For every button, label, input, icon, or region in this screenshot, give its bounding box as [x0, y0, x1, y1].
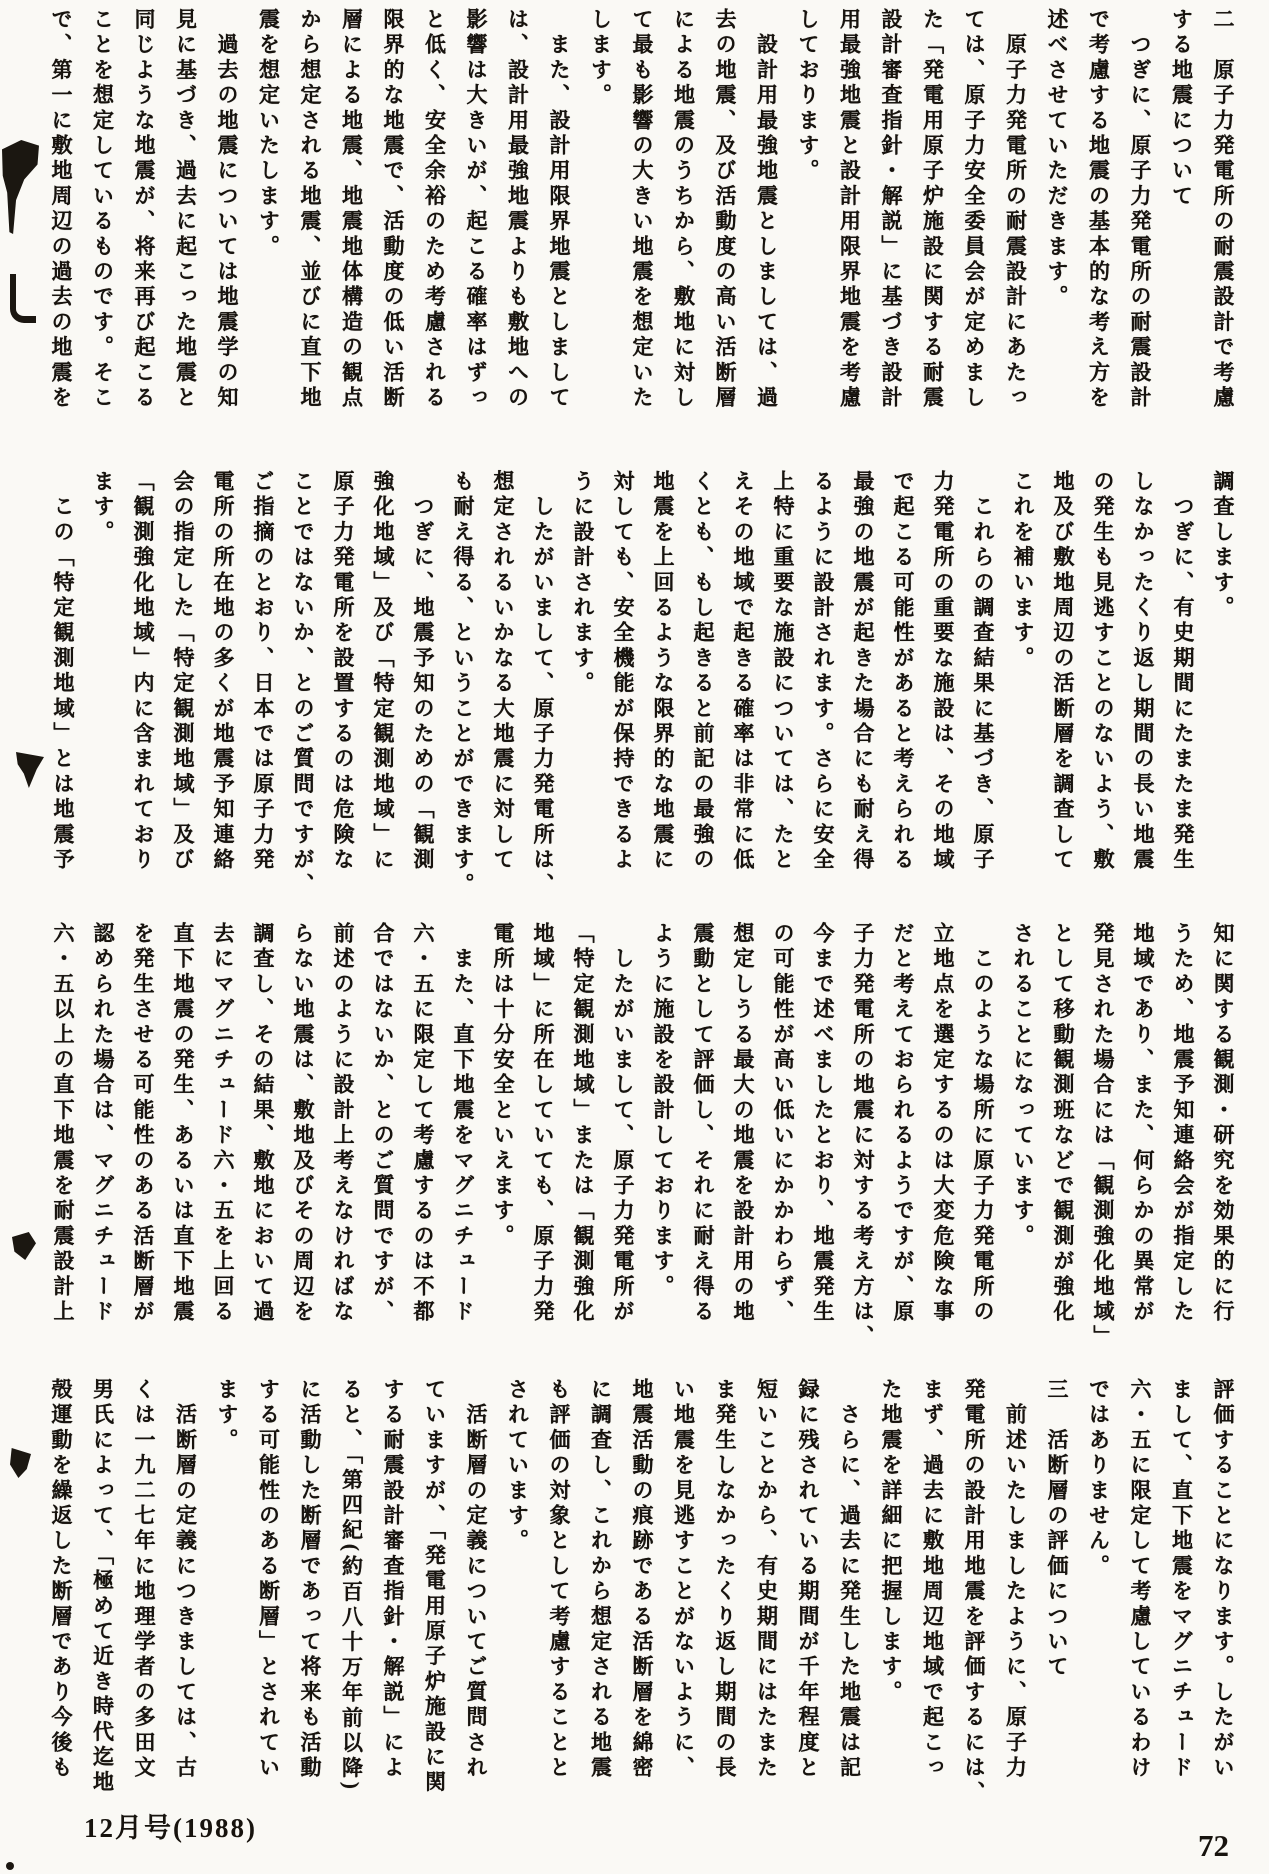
- text-column: 影響は大きいが、起こる確率はずっ: [464, 8, 488, 412]
- text-column: つぎに、有史期間にたまたま発生: [1171, 470, 1195, 874]
- text-column: 述べさせていただきます。: [1045, 8, 1069, 311]
- text-column: ては、原子力安全委員会が定めまし: [962, 8, 986, 412]
- text-column: は、設計用最強地震よりも敷地への: [505, 8, 530, 412]
- text-column: これを補います。: [1011, 470, 1035, 672]
- text-column: 発見された場合には「観測強化地域」: [1091, 922, 1115, 1351]
- text-column: 震を想定いたします。: [256, 8, 281, 260]
- text-column: 層による地震、地震地体構造の観点: [339, 8, 364, 412]
- text-column: ではありません。: [1086, 1378, 1111, 1580]
- footer-page-number: 72: [1198, 1828, 1229, 1863]
- text-column: 強化地域」及び「特定観測地域」に: [371, 470, 395, 874]
- text-column: 設計用最強地震としましては、過: [754, 8, 779, 412]
- text-column: 合ではないか、とのご質問ですが、: [371, 922, 395, 1326]
- text-column: 最強の地震が起きた場合にも耐え得: [851, 470, 875, 874]
- text-column: の可能性が高い低いにかかわらず、: [771, 922, 795, 1326]
- text-column: 地域であり、また、何らかの異常が: [1131, 922, 1155, 1326]
- text-column: 今まで述べましたとおり、地震発生: [811, 922, 835, 1326]
- text-band-3: [43, 922, 1243, 1351]
- text-column: 力発電所の重要な施設は、その地域: [931, 470, 955, 874]
- text-column: くとも、もし起きると前記の最強の: [691, 470, 715, 874]
- text-column: 原子力発電所の耐震設計にあたっ: [1003, 8, 1028, 412]
- text-column: したがいまして、原子力発電所が: [611, 922, 635, 1326]
- text-column: 過去の地震については地震学の知: [215, 8, 239, 412]
- text-column: 電所の所在地の多くが地震予知連絡: [211, 470, 235, 874]
- text-column: 同じような地震が、将来再び起こる: [132, 8, 156, 412]
- text-column: つぎに、原子力発電所の耐震設計: [1128, 8, 1152, 412]
- footer-issue-label: 12月号(1988): [84, 1813, 257, 1843]
- text-column: た地震を詳細に把握します。: [879, 1378, 903, 1706]
- text-column: しております。: [796, 8, 820, 185]
- text-column: ます。: [91, 470, 115, 546]
- text-column: これらの調査結果に基づき、原子: [971, 470, 995, 874]
- text-column: 三 活断層の評価について: [1045, 1378, 1069, 1681]
- text-column: 発電所の設計用地震を評価するには、: [962, 1378, 986, 1807]
- text-column: 上特に重要な施設については、たと: [771, 470, 795, 874]
- text-column: うため、地震予知連絡会が指定した: [1171, 922, 1195, 1326]
- text-column: ていますが、「発電用原子炉施設に関: [422, 1378, 447, 1796]
- text-column: らない地震は、敷地及びその周辺を: [291, 922, 315, 1326]
- text-column: 六・五に限定して考慮するのは不都: [411, 922, 435, 1326]
- text-column: で、第一に敷地周辺の過去の地震を: [49, 8, 73, 412]
- text-column: 知に関する観測・研究を効果的に行: [1211, 922, 1235, 1326]
- text-column: 前述いたしましたように、原子力: [1003, 1378, 1028, 1782]
- text-column: さらに、過去に発生した地震は記: [837, 1378, 862, 1782]
- text-column: 限界的な地震で、活動度の低い活断: [381, 8, 405, 412]
- text-column: ことを想定しているものです。そこ: [90, 8, 115, 412]
- text-column: で考慮する地震の基本的な考え方を: [1086, 8, 1111, 412]
- text-column: 対しても、安全機能が保持できるよ: [611, 470, 635, 874]
- text-column: 評価することになります。したがい: [1211, 1378, 1235, 1782]
- text-column: 認められた場合は、マグニチュード: [91, 922, 115, 1326]
- text-column: 設計審査指針・解説」に基づき設計: [879, 8, 903, 412]
- text-column: 男氏によって、「極めて近き時代迄地: [90, 1378, 115, 1796]
- text-column: この「特定観測地域」とは地震予: [51, 470, 75, 874]
- text-column: えその地域で起きる確率は非常に低: [731, 470, 755, 874]
- text-column: ま発生しなかったくり返し期間の長: [713, 1378, 737, 1782]
- text-column: 会の指定した「特定観測地域」及び: [171, 470, 195, 874]
- text-column: また、設計用限界地震としまして: [547, 8, 571, 412]
- text-column: されることになっています。: [1011, 922, 1035, 1250]
- ink-blot: [16, 752, 44, 788]
- text-column: に調査し、これから想定される地震: [588, 1378, 613, 1782]
- text-column: と低く、安全余裕のため考慮される: [422, 8, 447, 412]
- text-column: まず、過去に敷地周辺地域で起こっ: [920, 1378, 945, 1782]
- text-column: 調査し、その結果、敷地において過: [251, 922, 275, 1326]
- text-column: ます。: [215, 1378, 239, 1454]
- text-column: るように設計されます。さらに安全: [811, 470, 835, 874]
- text-column: として移動観測班などで観測が強化: [1051, 922, 1075, 1326]
- text-column: 六・五に限定して考慮しているわけ: [1128, 1378, 1152, 1782]
- ink-blot: [10, 1448, 31, 1478]
- text-column: を発生させる可能性のある活断層が: [131, 922, 155, 1326]
- text-column: 地及び敷地周辺の活断層を調査して: [1051, 470, 1075, 874]
- ink-blot: [2, 140, 39, 234]
- text-band-4: [40, 1378, 1244, 1810]
- text-column: 見に基づき、過去に起こった地震と: [173, 8, 198, 412]
- text-column: 地震を上回るような限界的な地震に: [651, 470, 675, 874]
- text-column: 活断層の定義につきましては、古: [173, 1378, 198, 1782]
- text-column: による地震のうちから、敷地に対し: [671, 8, 696, 412]
- text-column: されています。: [505, 1378, 530, 1555]
- text-column: する可能性のある断層」とされてい: [256, 1378, 281, 1782]
- text-column: 「特定観測地域」または「観測強化: [571, 922, 595, 1326]
- text-column: します。: [588, 8, 613, 109]
- ink-speck: [6, 1862, 14, 1870]
- text-column: 想定されるいかなる大地震に対して: [491, 470, 515, 874]
- text-column: ように施設を設計しております。: [651, 922, 675, 1300]
- text-column: 地域」に所在していても、原子力発: [531, 922, 555, 1326]
- text-column: したがいまして、原子力発電所は、: [531, 470, 555, 899]
- ink-blot: [10, 274, 36, 323]
- text-column: する耐震設計審査指針・解説」によ: [381, 1378, 405, 1782]
- text-column: で起こる可能性があると考えられる: [891, 470, 915, 874]
- ink-blot: [12, 1232, 36, 1260]
- text-column: 立地点を選定するのは大変危険な事: [931, 922, 955, 1326]
- text-column: 前述のように設計上考えなければな: [331, 922, 355, 1326]
- text-column: 想定しうる最大の地震を設計用の地: [731, 922, 755, 1326]
- text-column: も耐え得る、ということができます。: [451, 470, 475, 899]
- text-column: 電所は十分安全といえます。: [491, 922, 515, 1250]
- text-column: い地震を見逃すことがないように、: [671, 1378, 696, 1782]
- text-column: た「発電用原子炉施設に関する耐震: [920, 8, 945, 412]
- text-column: 二 原子力発電所の耐震設計で考慮: [1211, 8, 1235, 412]
- text-column: ると、「第四紀(約百八十万年前以降): [339, 1378, 364, 1794]
- text-column: 地震活動の痕跡である活断層を綿密: [630, 1378, 654, 1782]
- text-column: しなかったくり返し期間の長い地震: [1131, 470, 1155, 874]
- text-column: 子力発電所の地震に対する考え方は、: [851, 922, 875, 1351]
- text-column: 用最強地震と設計用限界地震を考慮: [837, 8, 862, 412]
- text-column: 震動として評価し、それに耐え得る: [691, 922, 715, 1326]
- text-column: また、直下地震をマグニチュード: [451, 922, 475, 1326]
- text-band-2: [43, 470, 1243, 899]
- text-column: 六・五以上の直下地震を耐震設計上: [51, 922, 75, 1326]
- text-column: 調査します。: [1211, 470, 1235, 622]
- text-column: て最も影響の大きい地震を想定いた: [630, 8, 654, 412]
- text-column: 去にマグニチュード六・五を上回る: [211, 922, 235, 1326]
- text-column: 録に残されている期間が千年程度と: [796, 1378, 820, 1782]
- text-column: する地震について: [1169, 8, 1194, 210]
- text-column: 去の地震、及び活動度の高い活断層: [713, 8, 737, 412]
- text-column: 原子力発電所を設置するのは危険な: [331, 470, 355, 874]
- text-column: だと考えておられるようですが、原: [891, 922, 915, 1326]
- text-column: 活断層の定義についてご質問され: [464, 1378, 488, 1782]
- text-band-1: [40, 8, 1244, 440]
- text-column: つぎに、地震予知のための「観測: [411, 470, 435, 874]
- text-column: も評価の対象として考慮することと: [547, 1378, 571, 1782]
- text-column: 直下地震の発生、あるいは直下地震: [171, 922, 195, 1326]
- text-column: まして、直下地震をマグニチュード: [1169, 1378, 1194, 1782]
- text-column: このような場所に原子力発電所の: [971, 922, 995, 1326]
- text-column: から想定される地震、並びに直下地: [298, 8, 322, 412]
- text-column: 殻運動を繰返した断層であり今後も: [49, 1378, 73, 1782]
- text-column: 短いことから、有史期間にはたまた: [754, 1378, 779, 1782]
- text-column: ご指摘のとおり、日本では原子力発: [251, 470, 275, 874]
- text-column: 「観測強化地域」内に含まれており: [131, 470, 155, 874]
- text-column: ことではないか、とのご質問ですが、: [291, 470, 315, 899]
- text-column: うに設計されます。: [571, 470, 595, 697]
- text-column: に活動した断層であって将来も活動: [298, 1378, 322, 1782]
- text-column: くは一九二七年に地理学者の多田文: [132, 1378, 156, 1782]
- text-column: の発生も見逃すことのないよう、敷: [1091, 470, 1115, 874]
